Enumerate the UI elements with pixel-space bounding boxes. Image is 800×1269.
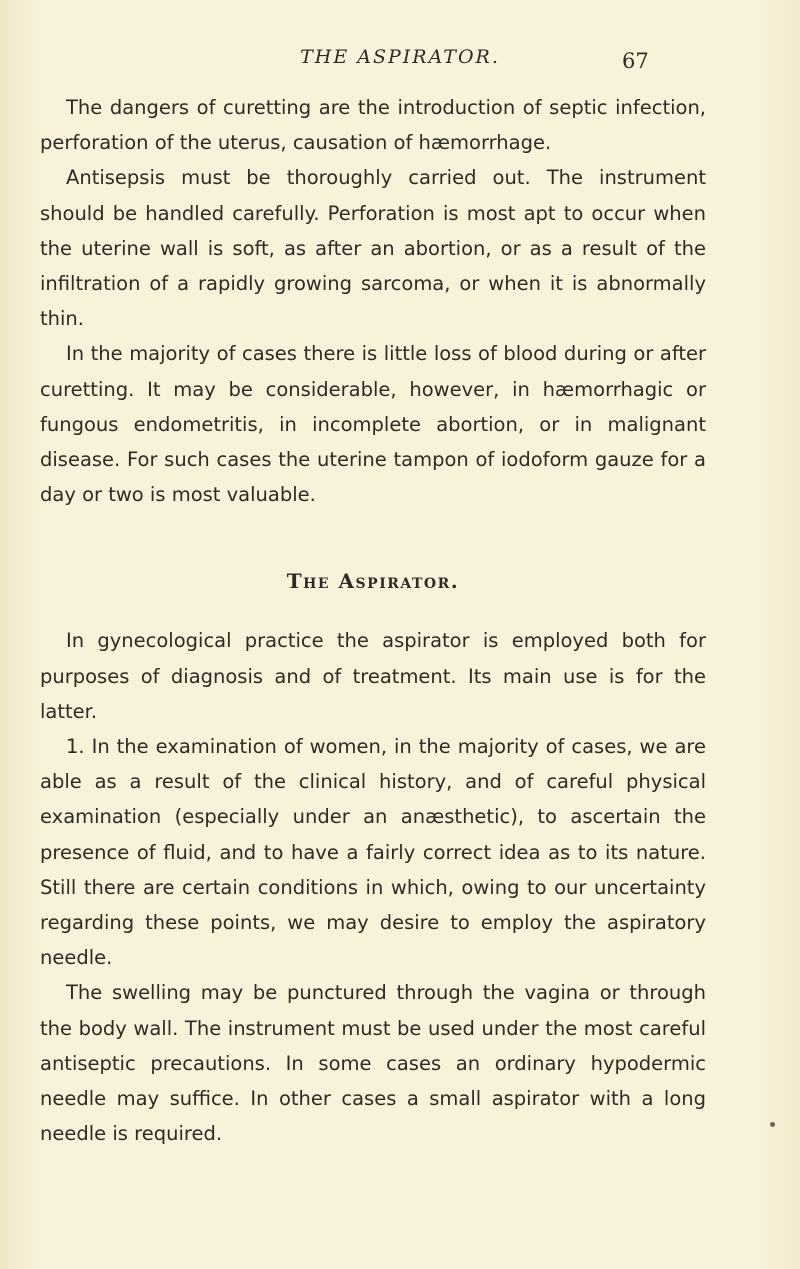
section-heading: The Aspirator. (286, 569, 460, 594)
paragraph-antisepsis: Antisepsis must be thoroughly carried out. The instrument should be handled carefully. Perforation is most apt to occur when the uterine wall is soft, as after an abortion, or as a result of the infiltration of a rapidly growing sarcoma, or when it is abnormally thin. (40, 166, 706, 331)
spacer (40, 512, 706, 529)
paragraph-aspirator-use: In gynecological practice the aspirator is employed both for purposes of diagnosis and of treatment. Its main use is for the latter. (40, 629, 706, 723)
margin-speck (770, 1122, 775, 1127)
paragraph-swelling-puncture: The swelling may be punctured through the vagina or through the body wall. The instrument must be used under the most careful antiseptic precautions. In some cases an ordinary hypodermic needle may suffice. In other cases a small aspirator with a long needle is required. (40, 981, 706, 1146)
paragraph-examination: 1. In the examination of women, in the majority of cases, we are able as a result of the clinical history, and of careful physical examination (especially under an anæsthetic), to ascertain the presence of fluid, and to have a fairly correct idea as to its nature. Still there are certain conditions in which, owing to our uncertainty regarding these points, we may desire to employ the aspiratory needle. (40, 735, 706, 970)
running-head (0, 46, 800, 78)
page-number: 67 (622, 49, 649, 73)
paragraph-dangers-of-curetting: The dangers of curetting are the introduction of septic infection, perforation of the uterus, causation of hæmorrhage. (40, 96, 706, 155)
paragraph-loss-of-blood: In the majority of cases there is little loss of blood during or after curetting. It may be considerable, however, in hæmorrhagic or fungous endometritis, in incomplete abortion, or in malignant disease. For such cases the uterine tampon of iodoform gauze for a day or two is most valuable. (40, 342, 706, 507)
body-text (40, 90, 706, 1151)
running-title: THE ASPIRATOR. (300, 46, 500, 68)
